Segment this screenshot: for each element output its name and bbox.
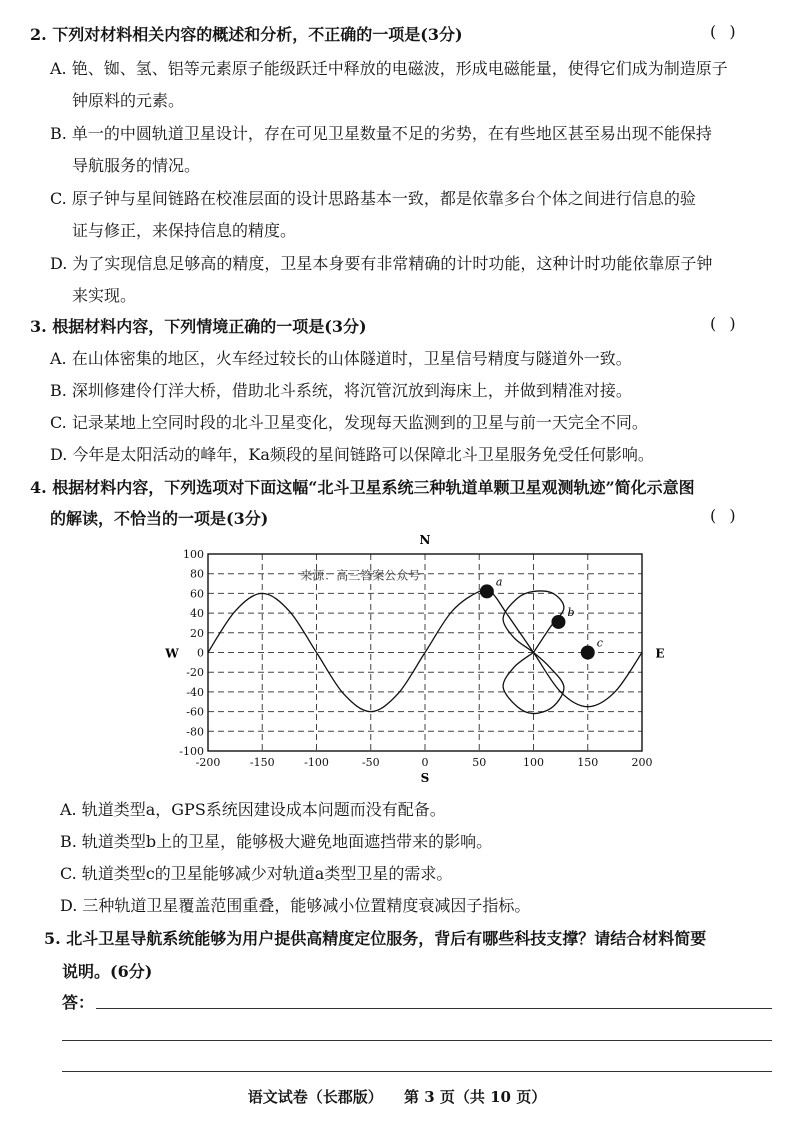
satellite-c	[581, 646, 595, 660]
y-tick-label: -100	[179, 745, 204, 758]
x-tick-label: -100	[304, 756, 329, 769]
q3-option-b: B. 深圳修建伶仃洋大桥，借助北斗系统，将沉管沉放到海床上，并做到精准对接。	[50, 381, 632, 400]
q5-stem-line1: 5. 北斗卫星导航系统能够为用户提供高精度定位服务，背后有哪些科技支撑？请结合材料简要	[44, 929, 707, 948]
chart-frame	[208, 554, 642, 751]
q3-option-c: C. 记录某地上空同时段的北斗卫星变化，发现每天监测到的卫星与前一天完全不同。	[50, 413, 648, 432]
satellite-label-c: c	[596, 636, 603, 650]
x-tick-label: 100	[523, 756, 544, 769]
y-tick-label: 40	[190, 607, 204, 621]
q4-stem-line1: 4. 根据材料内容，下列选项对下面这幅“北斗卫星系统三种轨道单颗卫星观测轨迹”简化示意图	[30, 478, 695, 497]
q2-option-b-line1: B. 单一的中圆轨道卫星设计，存在可见卫星数量不足的劣势，在有些地区甚至易出现不能保持	[50, 124, 712, 143]
satellite-b	[551, 615, 565, 629]
q2-stem: 2. 下列对材料相关内容的概述和分析，不正确的一项是(3分)	[30, 25, 463, 44]
x-tick-label: 200	[631, 756, 653, 769]
west-label: W	[165, 646, 179, 661]
answer-line-2[interactable]	[62, 1040, 772, 1041]
q3-option-d: D. 今年是太阳活动的峰年，Ka频段的星间链路可以保障北斗卫星服务免受任何影响。	[50, 445, 654, 464]
answer-line-1[interactable]	[96, 1008, 772, 1009]
satellite-a	[480, 584, 494, 598]
q2-option-d-line2: 来实现。	[72, 286, 137, 305]
q2-option-d-line1: D. 为了实现信息足够高的精度，卫星本身要有非常精确的计时功能，这种计时功能依靠原子钟	[50, 254, 713, 273]
x-tick-label: 50	[472, 756, 487, 769]
q5-stem-line2: 说明。(6分)	[62, 962, 153, 981]
y-tick-label: 100	[183, 548, 204, 561]
east-label: E	[655, 646, 665, 661]
x-tick-label: -150	[249, 756, 275, 769]
north-label: N	[419, 533, 431, 547]
south-label: S	[420, 771, 430, 785]
q2-answer-paren: ( )	[710, 22, 740, 41]
q3-answer-paren: ( )	[710, 314, 740, 333]
q2-option-a-line1: A. 铯、铷、氢、铝等元素原子能级跃迁中释放的电磁波，形成电磁能量，使得它们成为制造原子	[50, 59, 728, 78]
q3-stem: 3. 根据材料内容，下列情境正确的一项是(3分)	[30, 317, 367, 336]
q4-option-d: D. 三种轨道卫星覆盖范围重叠，能够减小位置精度衰减因子指标。	[60, 896, 531, 915]
x-tick-label: 0	[421, 756, 429, 769]
answer-label: 答：	[62, 993, 95, 1012]
y-tick-label: 20	[190, 626, 204, 640]
answer-line-3[interactable]	[62, 1071, 772, 1072]
watermark-text: 来源：高三答案公众号	[300, 568, 421, 583]
footer-page-number: 第 3 页（共 10 页）	[404, 1088, 547, 1106]
track-a	[208, 590, 642, 712]
q4-option-a: A. 轨道类型a，GPS系统因建设成本问题而没有配备。	[60, 800, 446, 819]
y-tick-label: -40	[186, 685, 204, 699]
q4-option-c: C. 轨道类型c的卫星能够减少对轨道a类型卫星的需求。	[60, 864, 453, 883]
x-tick-label: -50	[361, 756, 380, 769]
q2-option-c-line1: C. 原子钟与星间链路在校准层面的设计思路基本一致，都是依靠多台个体之间进行信息的验	[50, 189, 696, 208]
q2-option-b-line2: 导航服务的情况。	[72, 156, 201, 175]
x-tick-label: -200	[195, 756, 221, 769]
q2-option-a-line2: 钟原料的元素。	[72, 91, 185, 110]
y-tick-label: -60	[186, 705, 204, 719]
y-tick-label: -20	[186, 666, 204, 680]
x-tick-label: 150	[577, 756, 599, 769]
q3-option-a: A. 在山体密集的地区，火车经过较长的山体隧道时，卫星信号精度与隧道外一致。	[50, 349, 632, 368]
q4-option-b: B. 轨道类型b上的卫星，能够极大避免地面遮挡带来的影响。	[60, 832, 493, 851]
page-footer	[0, 1086, 794, 1107]
y-tick-label: 60	[190, 587, 204, 601]
y-tick-label: 0	[197, 646, 204, 660]
q2-option-c-line2: 证与修正，来保持信息的精度。	[72, 221, 297, 240]
q4-stem-line2: 的解读，不恰当的一项是(3分)	[50, 509, 269, 528]
q4-answer-paren: ( )	[710, 506, 740, 525]
satellite-label-b: b	[567, 605, 575, 619]
y-tick-label: -80	[186, 725, 204, 739]
footer-subject: 语文试卷（长郡版）	[247, 1088, 383, 1106]
satellite-label-a: a	[495, 575, 503, 589]
track-b	[503, 591, 564, 714]
y-tick-label: 80	[190, 567, 204, 581]
